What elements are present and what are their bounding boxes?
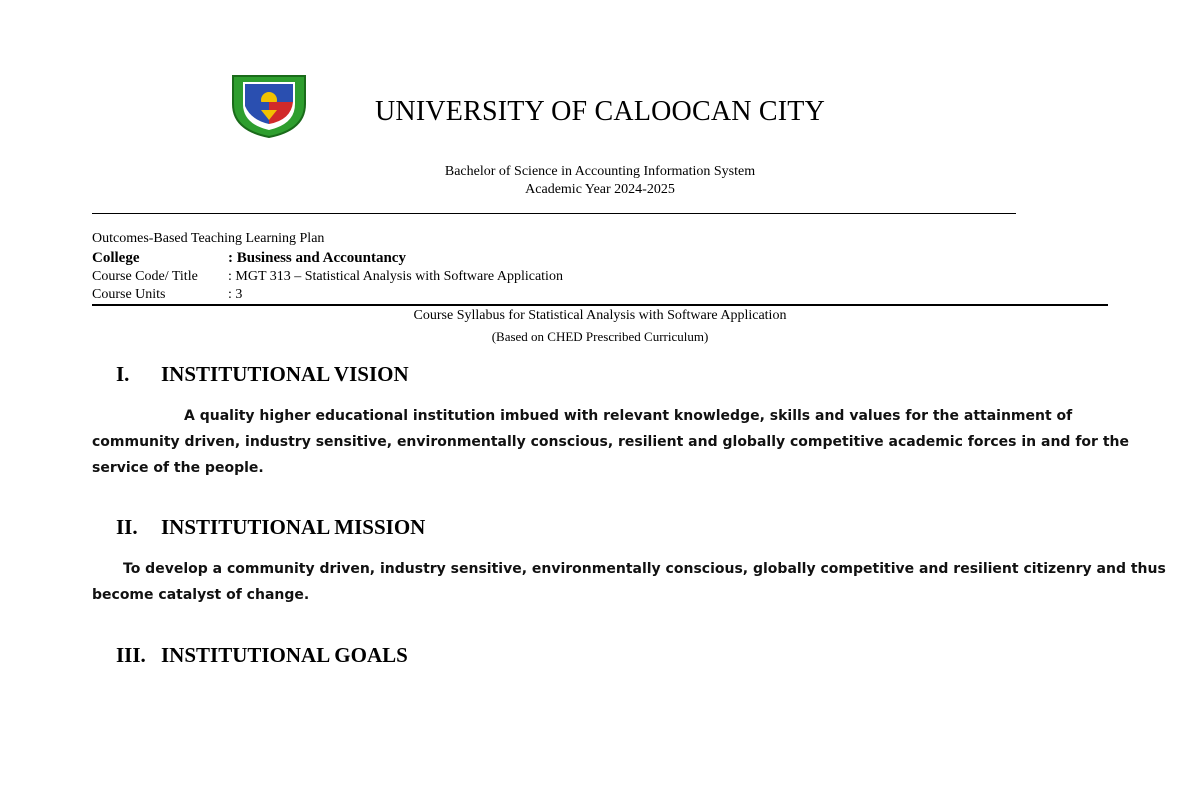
course-code-value: : MGT 313 – Statistical Analysis with Software Application (228, 269, 563, 284)
vision-line: A quality higher educational institution imbued with relevant knowledge, skills and values for the attainment of (184, 408, 1073, 424)
program-name: Bachelor of Science in Accounting Information System (444, 164, 756, 179)
vision-line: service of the people. (92, 460, 264, 476)
academic-year: Academic Year 2024-2025 (525, 182, 675, 197)
syllabus-title: Course Syllabus for Statistical Analysis with Software Application (413, 308, 787, 323)
college-label: College (92, 250, 140, 266)
meta-divider (92, 304, 1108, 306)
vision-line: community driven, industry sensitive, environmentally conscious, resilient and globally competitive academic forces in and for the (92, 434, 1129, 450)
vision-number: I. (116, 362, 130, 386)
syllabus-subtitle: (Based on CHED Prescribed Curriculum) (491, 329, 709, 344)
goals-title: INSTITUTIONAL GOALS (161, 643, 408, 667)
course-units-label: Course Units (92, 287, 166, 302)
plan-title: Outcomes-Based Teaching Learning Plan (92, 231, 325, 246)
mission-line: become catalyst of change. (92, 587, 310, 603)
mission-title: INSTITUTIONAL MISSION (161, 515, 426, 539)
goals-number: III. (116, 643, 146, 667)
course-code-label: Course Code/ Title (92, 269, 198, 284)
college-value: : Business and Accountancy (228, 250, 406, 266)
university-name: UNIVERSITY OF CALOOCAN CITY (374, 96, 826, 127)
vision-paragraph (92, 403, 1129, 481)
course-units-value: : 3 (228, 287, 243, 302)
mission-paragraph (92, 556, 1166, 608)
mission-line: To develop a community driven, industry sensitive, environmentally conscious, globally competitive and resilient citizenry and thus (123, 561, 1166, 577)
vision-title: INSTITUTIONAL VISION (161, 362, 409, 386)
header-divider (92, 213, 1016, 214)
mission-number: II. (116, 515, 138, 539)
